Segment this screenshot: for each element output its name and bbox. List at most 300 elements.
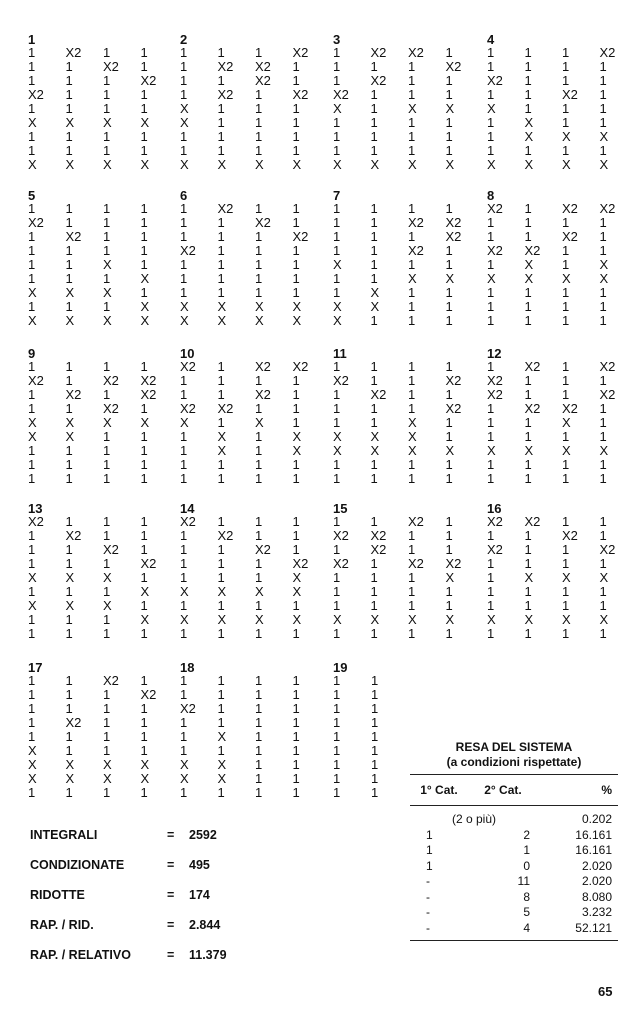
system-cell: 1	[103, 129, 111, 144]
summary-equals: =	[167, 858, 175, 872]
system-row	[28, 585, 178, 599]
system-cell: X	[562, 129, 571, 144]
system-cell: 1	[371, 687, 379, 702]
system-cell: 1	[103, 584, 111, 599]
system-row	[180, 60, 330, 74]
system-cell: 1	[292, 715, 300, 730]
system-row	[333, 472, 483, 486]
system-cell: 1	[65, 271, 73, 286]
system-cell: 1	[445, 387, 453, 402]
system-cell: X	[292, 443, 302, 458]
system-cell: X	[370, 285, 380, 300]
system-cell: X2	[292, 359, 309, 374]
system-cell: 1	[292, 687, 300, 702]
system-cell: X	[65, 429, 75, 444]
system-cell: 1	[562, 429, 570, 444]
system-row	[487, 374, 637, 388]
system-row	[28, 557, 178, 571]
system-cell: 1	[524, 387, 532, 402]
system-cell: 1	[103, 471, 111, 486]
system-cell: X	[103, 757, 112, 772]
system-cell: 1	[217, 387, 225, 402]
system-cell: 1	[292, 101, 300, 116]
system-row	[28, 716, 178, 730]
system-cell: X2	[217, 528, 234, 543]
system-cell: X	[255, 313, 264, 328]
system-cell: X2	[255, 215, 271, 230]
system-cell: X	[103, 771, 112, 786]
system-row	[487, 74, 637, 88]
system-row	[28, 627, 178, 641]
system-row	[487, 286, 637, 300]
resa-row	[410, 905, 618, 921]
system-row	[487, 543, 637, 557]
system-cell: X	[180, 757, 189, 772]
system-row	[28, 599, 178, 613]
summary-value: 11.379	[189, 948, 227, 962]
system-block	[180, 347, 330, 486]
system-cell: 1	[333, 271, 341, 286]
resa-cat2: 11	[517, 874, 530, 888]
system-cell: 1	[28, 201, 36, 216]
system-cell: 1	[524, 87, 532, 102]
summary-equals: =	[167, 888, 175, 902]
system-cell: X2	[103, 542, 119, 557]
system-cell: 1	[445, 584, 453, 599]
system-cell: 1	[140, 285, 148, 300]
system-row	[28, 216, 178, 230]
system-number: 18	[180, 660, 195, 675]
system-cell: 1	[445, 285, 453, 300]
system-cell: 1	[140, 471, 148, 486]
system-cell: X	[103, 115, 112, 130]
system-cell: X	[255, 415, 264, 430]
system-cell: 1	[370, 359, 378, 374]
system-cell: 1	[371, 701, 379, 716]
system-cell: 1	[28, 73, 36, 88]
system-cell: X	[217, 157, 227, 172]
system-row	[333, 102, 483, 116]
system-cell: X	[445, 443, 455, 458]
system-row	[487, 613, 637, 627]
system-cell: X	[333, 101, 342, 116]
system-cell: 1	[255, 687, 263, 702]
system-row	[333, 300, 483, 314]
system-cell: X	[65, 570, 75, 585]
system-cell: X2	[562, 201, 578, 216]
system-row	[180, 772, 330, 786]
system-cell: 1	[28, 673, 36, 688]
system-cell: 1	[65, 359, 73, 374]
system-cell: X	[370, 443, 380, 458]
summary-equals: =	[167, 918, 175, 932]
system-number: 16	[487, 501, 502, 516]
system-cell: 1	[333, 359, 341, 374]
system-row	[180, 627, 330, 641]
system-cell: 1	[333, 401, 341, 416]
system-row	[333, 716, 483, 730]
system-cell: X	[445, 570, 455, 585]
system-cell: X	[562, 157, 571, 172]
system-cell: 1	[103, 243, 111, 258]
system-cell: 1	[370, 570, 378, 585]
resa-cat2: 8	[523, 889, 530, 904]
system-cell: 1	[487, 285, 495, 300]
system-cell: X	[103, 570, 112, 585]
system-cell: X2	[445, 373, 462, 388]
system-cell: X	[217, 313, 227, 328]
system-row	[28, 430, 178, 444]
system-row	[333, 543, 483, 557]
system-cell: 1	[28, 401, 36, 416]
system-cell: 1	[292, 757, 300, 772]
system-cell: 1	[180, 729, 188, 744]
system-cell: X	[217, 443, 227, 458]
system-cell: X2	[408, 243, 424, 258]
system-cell: 1	[524, 415, 532, 430]
system-cell: X	[140, 584, 150, 599]
system-cell: 1	[217, 229, 225, 244]
system-cell: 1	[292, 401, 300, 416]
system-cell: 1	[140, 528, 148, 543]
system-cell: 1	[103, 528, 111, 543]
system-cell: X2	[487, 201, 503, 216]
system-cell: 1	[217, 359, 225, 374]
system-cell: 1	[408, 528, 416, 543]
summary-row	[30, 850, 360, 880]
system-cell: 1	[65, 401, 73, 416]
system-cell: 1	[103, 729, 111, 744]
system-row	[333, 688, 483, 702]
system-cell: X2	[103, 673, 119, 688]
system-row	[180, 458, 330, 472]
system-row	[487, 258, 637, 272]
system-cell: 1	[599, 73, 607, 88]
system-cell: 1	[333, 598, 341, 613]
system-cell: 1	[562, 373, 570, 388]
system-cell: 1	[65, 243, 73, 258]
system-row	[487, 46, 637, 60]
system-cell: 1	[28, 143, 36, 158]
system-cell: X2	[180, 401, 196, 416]
system-row	[333, 613, 483, 627]
system-row	[180, 88, 330, 102]
system-cell: X2	[255, 359, 271, 374]
system-cell: X2	[445, 556, 462, 571]
system-cell: 1	[445, 45, 453, 60]
system-cell: X	[333, 429, 342, 444]
system-row	[487, 430, 637, 444]
system-cell: 1	[370, 401, 378, 416]
system-cell: 1	[292, 257, 300, 272]
system-cell: X	[103, 313, 112, 328]
resa-header-pct: %	[601, 783, 612, 797]
system-cell: X	[487, 612, 496, 627]
system-cell: 1	[445, 514, 453, 529]
system-row	[180, 599, 330, 613]
system-cell: 1	[562, 542, 570, 557]
system-cell: X	[217, 299, 227, 314]
system-cell: X	[408, 429, 417, 444]
system-cell: 1	[333, 387, 341, 402]
system-cell: X	[180, 415, 189, 430]
resa-pct: 16.161	[575, 843, 612, 857]
system-row	[180, 202, 330, 216]
system-cell: 1	[333, 701, 341, 716]
system-cell: X2	[562, 401, 578, 416]
system-cell: 1	[255, 528, 263, 543]
system-row	[28, 758, 178, 772]
system-row	[180, 258, 330, 272]
system-cell: 1	[408, 359, 416, 374]
system-cell: X	[599, 257, 609, 272]
system-number: 4	[487, 32, 495, 47]
system-cell: X	[217, 729, 227, 744]
system-cell: 1	[487, 556, 495, 571]
system-cell: 1	[445, 243, 453, 258]
system-cell: 1	[292, 471, 300, 486]
system-cell: 1	[408, 143, 416, 158]
system-row	[28, 515, 178, 529]
system-cell: 1	[103, 73, 111, 88]
system-cell: X2	[217, 401, 234, 416]
system-cell: X	[103, 157, 112, 172]
system-cell: 1	[445, 129, 453, 144]
system-cell: 1	[333, 687, 341, 702]
system-cell: X	[255, 157, 264, 172]
system-row	[333, 388, 483, 402]
resa-pct: 8.080	[581, 889, 612, 904]
system-cell: X	[140, 115, 150, 130]
system-cell: 1	[599, 313, 607, 328]
system-cell: 1	[524, 215, 532, 230]
system-cell: X2	[370, 542, 387, 557]
system-cell: 1	[255, 101, 263, 116]
system-row	[487, 102, 637, 116]
system-cell: 1	[292, 598, 300, 613]
system-block	[180, 661, 330, 800]
system-cell: 1	[292, 457, 300, 472]
system-cell: 1	[217, 129, 225, 144]
system-row	[180, 244, 330, 258]
system-cell: X	[445, 157, 455, 172]
system-cell: X	[562, 271, 571, 286]
system-cell: X2	[140, 73, 157, 88]
system-cell: 1	[28, 359, 36, 374]
system-cell: 1	[599, 285, 607, 300]
system-cell: 1	[445, 359, 453, 374]
system-row	[180, 730, 330, 744]
system-cell: 1	[487, 215, 495, 230]
system-cell: 1	[217, 542, 225, 557]
system-cell: 1	[28, 612, 36, 627]
system-cell: 1	[255, 743, 263, 758]
system-cell: 1	[65, 257, 73, 272]
system-cell: X	[524, 612, 534, 627]
system-row	[180, 543, 330, 557]
system-cell: 1	[180, 626, 188, 641]
system-cell: 1	[445, 87, 453, 102]
system-cell: 1	[292, 542, 300, 557]
summary-value: 2.844	[189, 918, 221, 932]
system-cell: X2	[103, 401, 119, 416]
system-cell: 1	[445, 626, 453, 641]
system-row	[180, 758, 330, 772]
system-cell: 1	[333, 771, 341, 786]
system-cell: 1	[255, 87, 263, 102]
system-row	[28, 702, 178, 716]
system-cell: 1	[65, 143, 73, 158]
system-cell: 1	[180, 687, 188, 702]
system-cell: 1	[65, 584, 73, 599]
system-cell: X2	[255, 387, 271, 402]
system-row	[28, 444, 178, 458]
system-cell: X	[524, 257, 534, 272]
system-row	[487, 88, 637, 102]
system-cell: 1	[333, 785, 341, 800]
system-cell: 1	[65, 73, 73, 88]
system-cell: X	[180, 771, 189, 786]
system-block	[487, 189, 637, 328]
resa-cat1: 1	[426, 827, 433, 842]
system-cell: 1	[28, 387, 36, 402]
system-cell: 1	[180, 715, 188, 730]
system-row	[28, 230, 178, 244]
system-cell: 1	[487, 415, 495, 430]
system-cell: 1	[333, 743, 341, 758]
system-number: 9	[28, 346, 36, 361]
system-cell: 1	[487, 598, 495, 613]
system-cell: 1	[217, 715, 225, 730]
system-cell: X2	[599, 45, 616, 60]
system-row	[487, 116, 637, 130]
system-cell: 1	[292, 387, 300, 402]
system-cell: 1	[599, 415, 607, 430]
system-cell: 1	[180, 743, 188, 758]
system-row	[487, 360, 637, 374]
system-cell: 1	[140, 514, 148, 529]
system-row	[28, 543, 178, 557]
system-cell: 1	[333, 201, 341, 216]
system-cell: 1	[255, 771, 263, 786]
system-cell: 1	[370, 257, 378, 272]
system-cell: 1	[445, 528, 453, 543]
system-cell: X	[255, 584, 264, 599]
system-cell: 1	[180, 257, 188, 272]
system-cell: X	[487, 443, 496, 458]
system-cell: X2	[65, 45, 82, 60]
system-cell: 1	[292, 729, 300, 744]
system-cell: X	[524, 157, 534, 172]
system-cell: 1	[217, 143, 225, 158]
system-row	[180, 571, 330, 585]
system-cell: 1	[487, 45, 495, 60]
system-cell: X	[65, 115, 75, 130]
resa-table	[410, 740, 618, 941]
system-cell: X	[28, 570, 37, 585]
system-row	[333, 585, 483, 599]
system-cell: X2	[180, 514, 196, 529]
system-cell: X2	[599, 201, 616, 216]
system-cell: 1	[140, 257, 148, 272]
system-cell: 1	[28, 457, 36, 472]
system-block	[333, 347, 483, 486]
system-cell: 1	[524, 429, 532, 444]
system-cell: 1	[217, 115, 225, 130]
system-cell: X	[65, 313, 75, 328]
system-cell: 1	[370, 313, 378, 328]
system-cell: X2	[562, 87, 578, 102]
system-number: 15	[333, 501, 348, 516]
system-cell: 1	[370, 626, 378, 641]
summary-table	[30, 820, 360, 970]
system-cell: 1	[28, 257, 36, 272]
system-cell: 1	[562, 584, 570, 599]
system-cell: 1	[217, 45, 225, 60]
system-cell: 1	[333, 59, 341, 74]
system-cell: X	[524, 271, 534, 286]
system-cell: 1	[255, 471, 263, 486]
summary-label: RIDOTTE	[30, 888, 85, 902]
system-block	[487, 502, 637, 641]
system-cell: 1	[28, 271, 36, 286]
system-cell: 1	[445, 457, 453, 472]
system-cell: 1	[562, 59, 570, 74]
resa-row	[410, 890, 618, 906]
system-cell: X	[292, 313, 302, 328]
resa-rows	[410, 828, 618, 937]
system-cell: 1	[524, 598, 532, 613]
system-cell: 1	[140, 598, 148, 613]
system-cell: 1	[445, 73, 453, 88]
system-cell: 1	[562, 101, 570, 116]
system-cell: X	[28, 743, 37, 758]
system-cell: 1	[65, 729, 73, 744]
system-row	[28, 244, 178, 258]
system-cell: 1	[180, 542, 188, 557]
system-cell: X2	[217, 59, 234, 74]
system-cell: 1	[28, 584, 36, 599]
summary-row	[30, 940, 360, 970]
system-cell: X2	[487, 243, 503, 258]
system-cell: 1	[65, 514, 73, 529]
system-cell: 1	[255, 401, 263, 416]
system-cell: 1	[371, 757, 379, 772]
system-cell: 1	[65, 201, 73, 216]
system-cell: 1	[180, 785, 188, 800]
system-cell: X2	[140, 687, 157, 702]
system-cell: X	[65, 285, 75, 300]
system-cell: 1	[599, 401, 607, 416]
system-row	[487, 300, 637, 314]
system-cell: 1	[371, 673, 379, 688]
system-cell: 1	[140, 729, 148, 744]
summary-value: 2592	[189, 828, 217, 842]
system-block	[487, 33, 637, 172]
system-cell: 1	[371, 743, 379, 758]
system-cell: 1	[217, 243, 225, 258]
system-cell: 1	[65, 743, 73, 758]
system-row	[333, 230, 483, 244]
system-cell: 1	[599, 87, 607, 102]
system-cell: X2	[487, 73, 503, 88]
summary-row	[30, 820, 360, 850]
system-cell: 1	[217, 514, 225, 529]
system-cell: 1	[65, 457, 73, 472]
system-row	[28, 730, 178, 744]
system-cell: X2	[180, 701, 196, 716]
system-row	[28, 374, 178, 388]
